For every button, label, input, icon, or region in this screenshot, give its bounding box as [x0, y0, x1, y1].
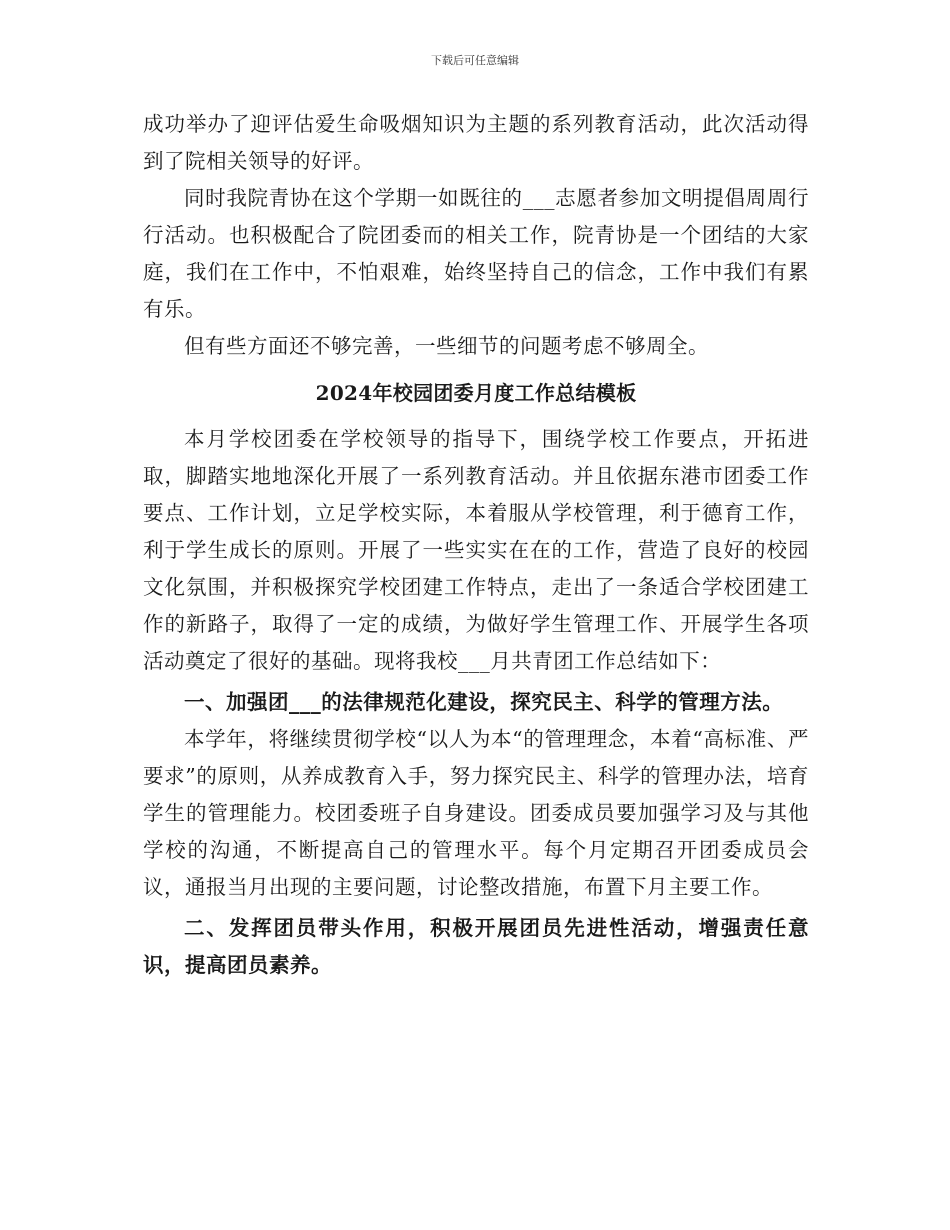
- paragraph-youth-association: 同时我院青协在这个学期一如既往的___志愿者参加文明提倡周周行行活动。也积极配合了院团委而的相关工作，院青协是一个团结的大家庭，我们在工作中，不怕艰难，始终坚持自己的信念，工作中我们有累有乐。: [143, 186, 809, 321]
- paragraph-continued: 成功举办了迎评估爱生命吸烟知识为主题的系列教育活动，此次活动得到了院相关领导的好评。: [143, 112, 809, 173]
- paragraph-management: 本学年，将继续贯彻学校“以人为本“的管理理念，本着“高标准、严要求”的原则，从养成教育入手，努力探究民主、科学的管理办法，培育学生的管理能力。校团委班子自身建设。团委成员要加强学习及与其他学校的沟通，不断提高自己的管理水平。每个月定期召开团委成员会议，通报当月出现的主要问题，讨论整改措施，布置下月主要工作。: [143, 727, 809, 899]
- document-body: [143, 106, 809, 984]
- section-heading-1: 一、加强团___的法律规范化建设，探究民主、科学的管理方法。: [184, 690, 784, 714]
- header-note: 下载后可任意编辑: [431, 54, 519, 67]
- section-heading-2: 二、发挥团员带头作用，积极开展团员先进性活动，增强责任意识，提高团员素养。: [143, 916, 809, 977]
- document-title: 2024年校园团委月度工作总结模板: [315, 381, 637, 405]
- paragraph-intro: 本月学校团委在学校领导的指导下，围绕学校工作要点，开拓进取，脚踏实地地深化开展了一系列教育活动。并且依据东港市团委工作要点、工作计划，立足学校实际，本着服从学校管理，利于德育工作，利于学生成长的原则。开展了一些实实在在的工作，营造了良好的校园文化氛围，并积极探究学校团建工作特点，走出了一条适合学校团建工作的新路子，取得了一定的成绩，为做好学生管理工作、开展学生各项活动奠定了很好的基础。现将我校___月共青团工作总结如下：: [143, 427, 809, 673]
- paragraph-shortcomings: 但有些方面还不够完善，一些细节的问题考虑不够周全。: [184, 334, 709, 358]
